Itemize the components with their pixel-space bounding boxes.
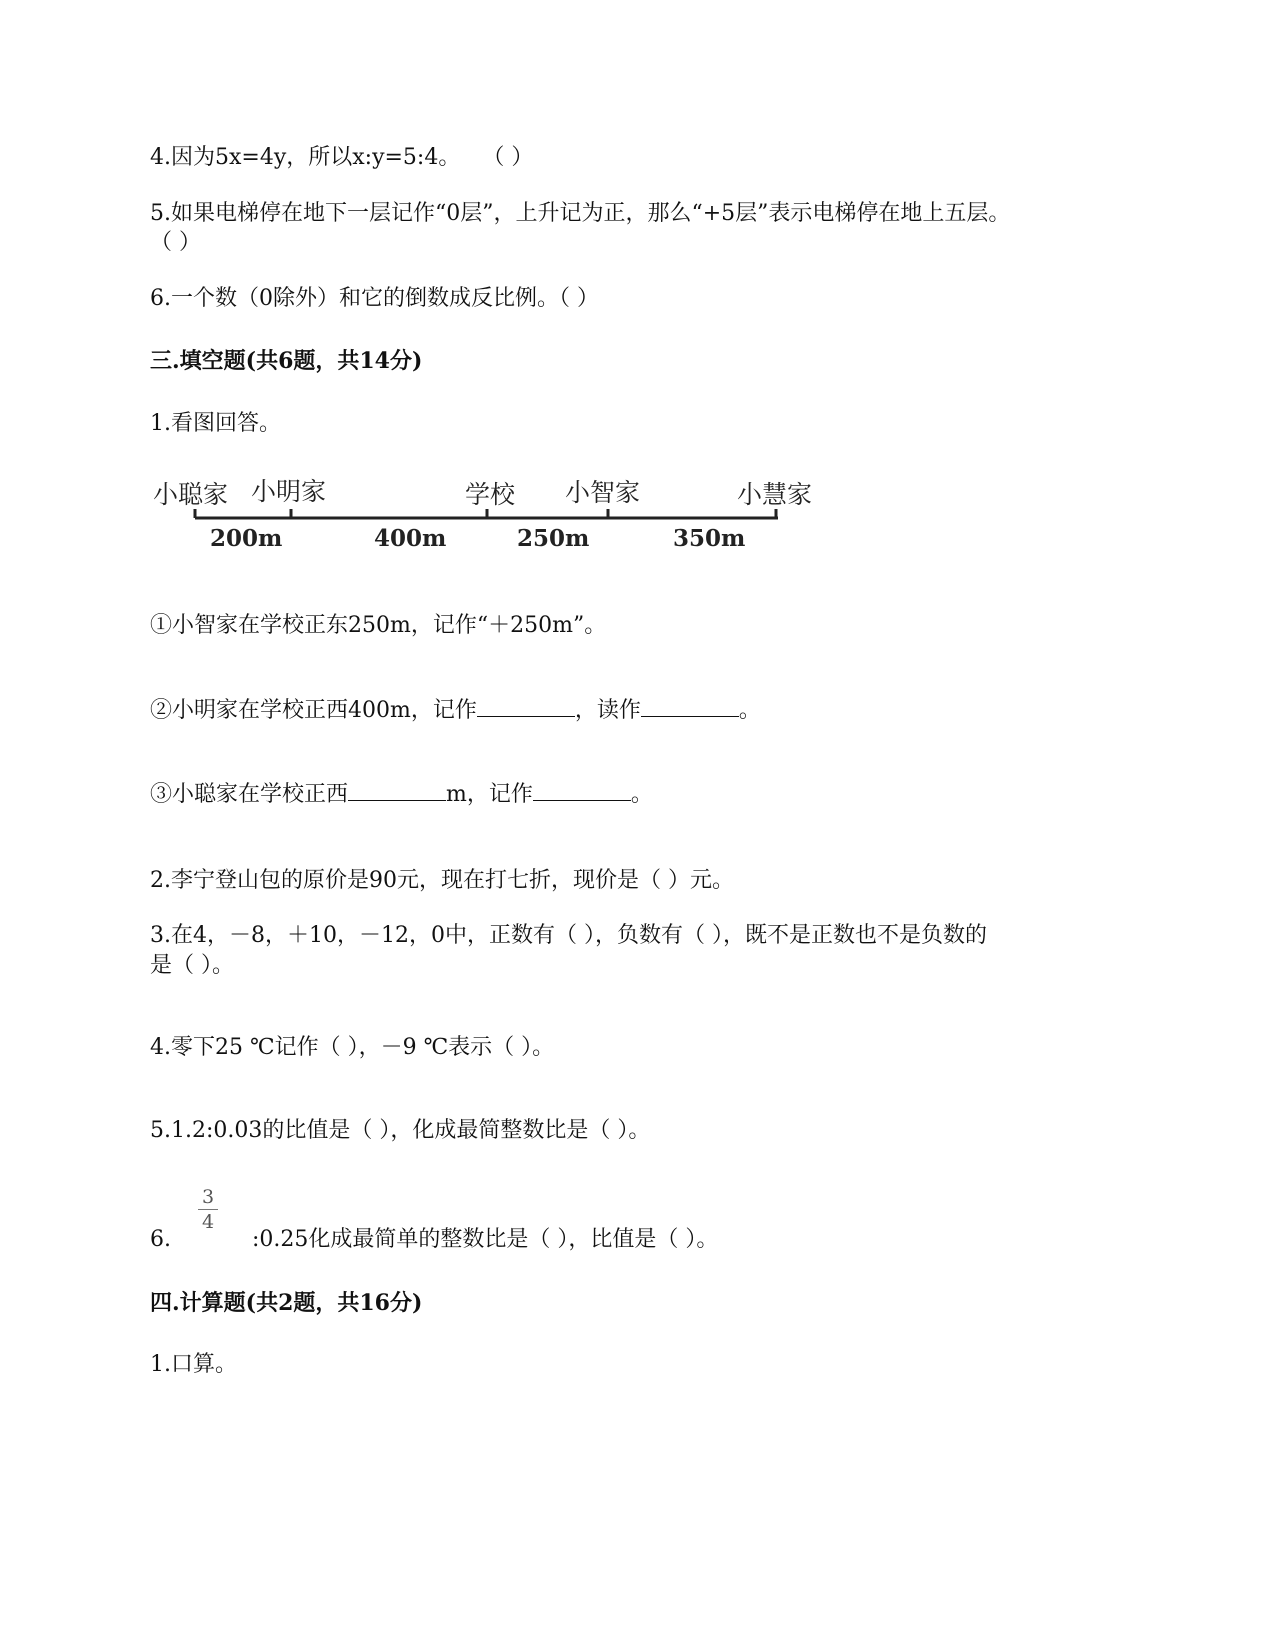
answer-blank[interactable] <box>477 696 575 717</box>
question-3-1: 1.看图回答。 <box>150 411 281 436</box>
section-4-heading: 四.计算题(共2题，共16分) <box>150 1290 423 1316</box>
fraction-numerator: 3 <box>201 1186 215 1208</box>
fraction <box>196 1186 220 1233</box>
answer-blank[interactable] <box>533 780 631 801</box>
sub2-text-a: ②小明家在学校正西400m，记作 <box>150 698 477 723</box>
place-label: 小慧家 <box>737 480 813 509</box>
answer-blank[interactable] <box>348 780 446 801</box>
question-3-2: 2.李宁登山包的原价是90元，现在打七折，现价是（ ）元。 <box>150 868 734 893</box>
sub2-text-b: ，读作 <box>574 698 641 723</box>
sub3-text-b: m，记作 <box>446 782 533 807</box>
distance-label: 400m <box>374 525 447 552</box>
question-3-1-sub2 <box>150 696 761 726</box>
question-2-4: 4.因为5x=4y，所以x:y=5:4。 （ ） <box>150 145 534 170</box>
question-3-6-text: :0.25化成最简单的整数比是（ ），比值是（ ）。 <box>252 1227 719 1252</box>
distance-label: 200m <box>210 525 283 552</box>
question-3-1-sub3 <box>150 780 653 810</box>
question-3-6-number: 6. <box>150 1227 171 1252</box>
sub3-text-a: ③小聪家在学校正西 <box>150 782 349 807</box>
question-3-5: 5.1.2:0.03的比值是（ ），化成最简整数比是（ ）。 <box>150 1118 651 1143</box>
sub3-text-c: 。 <box>630 782 653 807</box>
distance-label: 350m <box>673 525 746 552</box>
question-3-4: 4.零下25 ℃记作（ ），－9 ℃表示（ ）。 <box>150 1035 555 1060</box>
question-2-5: 5.如果电梯停在地下一层记作“0层”，上升记为正，那么“+5层”表示电梯停在地上五层。 <box>150 201 1011 226</box>
sub2-text-c: 。 <box>738 698 761 723</box>
place-label: 学校 <box>465 480 516 509</box>
place-label: 小智家 <box>565 478 641 507</box>
fraction-bar <box>198 1209 218 1210</box>
section-3-heading: 三.填空题(共6题，共14分) <box>150 348 423 374</box>
question-4-1: 1.口算。 <box>150 1352 237 1377</box>
fraction-denominator: 4 <box>201 1211 215 1233</box>
question-2-6: 6.一个数（0除外）和它的倒数成反比例。（ ） <box>150 286 599 311</box>
answer-blank[interactable] <box>641 696 739 717</box>
question-3-3: 3.在4，－8，＋10，－12，0中，正数有（ ），负数有（ ），既不是正数也不是负数的 <box>150 923 987 948</box>
place-label: 小明家 <box>251 477 327 506</box>
question-3-3-cont: 是（ ）。 <box>150 953 234 978</box>
question-2-5-cont: （ ） <box>150 230 201 255</box>
question-3-1-sub1: ①小智家在学校正东250m，记作“＋250m”。 <box>150 613 607 638</box>
distance-label: 250m <box>517 525 590 552</box>
place-label: 小聪家 <box>153 480 229 509</box>
